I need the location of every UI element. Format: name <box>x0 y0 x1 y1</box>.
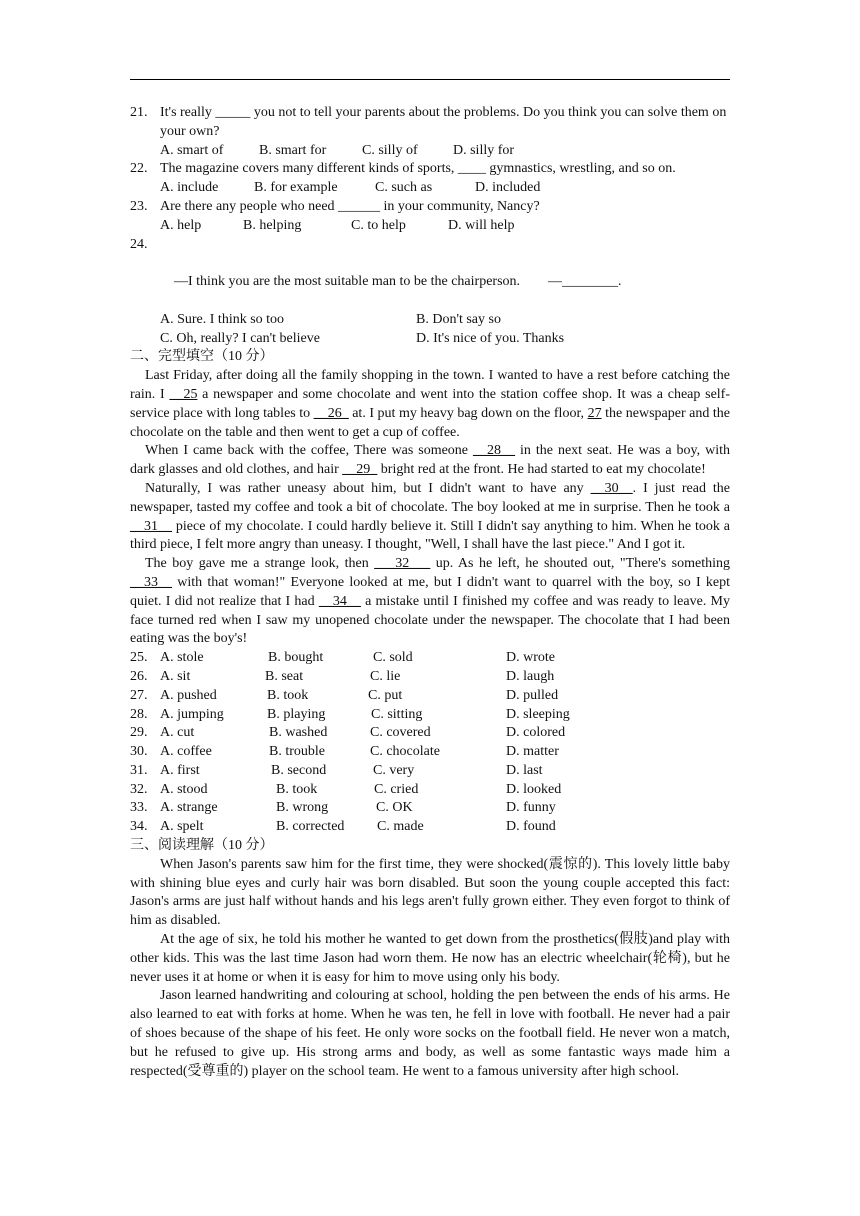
option-a: A. jumping <box>160 706 224 722</box>
question-number: 22. <box>130 161 148 177</box>
option-a: A. stole <box>160 650 204 666</box>
blank-27: 27 <box>587 405 602 421</box>
answer-row-25 <box>130 649 730 668</box>
option-b: B. bought <box>268 650 324 666</box>
question-22-options <box>130 179 730 198</box>
answer-number: 34. <box>130 819 148 835</box>
option-d: D. included <box>475 180 541 196</box>
option-a: A. smart of <box>160 142 224 158</box>
blank-25: __25 <box>169 386 198 402</box>
option-a: A. coffee <box>160 744 212 760</box>
question-text: —I think you are the most suitable man to be the chairperson. —________. <box>174 274 622 290</box>
answer-row-30 <box>130 743 730 762</box>
option-a: A. Sure. I think so too <box>160 311 285 327</box>
blank-30: __30__ <box>590 480 633 496</box>
blank-33: __33__ <box>130 574 172 590</box>
option-d: D. found <box>506 819 556 835</box>
question-text: Are there any people who need ______ in your community, Nancy? <box>160 198 540 214</box>
answer-row-28 <box>130 706 730 725</box>
option-d: D. last <box>506 762 543 778</box>
cloze-answer-list <box>130 649 730 837</box>
answer-number: 32. <box>130 781 148 797</box>
option-c: C. silly of <box>362 142 418 158</box>
answer-number: 26. <box>130 668 148 684</box>
text: a newspaper and some chocolate and went into the station coffee shop. It was a cheap self-service place with long tables to <box>130 386 730 421</box>
blank-29: __29_ <box>342 462 378 478</box>
answer-row-32 <box>130 781 730 800</box>
option-b: B. took <box>267 687 309 703</box>
answer-row-31 <box>130 762 730 781</box>
question-text: The magazine covers many different kinds of sports, ____ gymnastics, wrestling, and so on. <box>160 161 676 177</box>
option-a: A. first <box>160 762 200 778</box>
question-number: 24. <box>130 236 148 252</box>
blank-28: __28__ <box>473 443 516 459</box>
answer-number: 27. <box>130 687 148 703</box>
option-c: C. covered <box>370 725 431 741</box>
reading-paragraph-3: Jason learned handwriting and colouring at school, holding the pen between the ends of his arms. He also learned to eat with forks at home. When he was ten, he fell in love with football. He never had a pair of shoes because of the shape of his feet. He only wore socks on the football field. He never won a match, but he refused to give up. His strong arms and body, as well as some fantastic ways made him a respected(受尊重的) player on the school team. He went to a famous university after high school. <box>130 988 730 1079</box>
option-b: B. helping <box>243 217 302 233</box>
option-c: C. chocolate <box>370 744 440 760</box>
option-c: C. made <box>377 819 424 835</box>
option-d: D. funny <box>506 800 556 816</box>
reading-paragraph-1: When Jason's parents saw him for the first time, they were shocked(震惊的). This lovely little baby with shining blue eyes and curly hair was born disabled. But soon the young couple accepted this fact: Jason's arms are just half without hands and his legs aren't fully grown either. They even forgot to think of him as disabled. <box>130 856 730 929</box>
text: a mistake until I finished my coffee and was ready to leave. My face turned red when I saw my unopened chocolate under the newspaper. The chocolate that I had been eating was the boy's! <box>130 593 730 647</box>
option-a: A. include <box>160 180 219 196</box>
option-b: B. seat <box>265 668 304 684</box>
option-c: C. cried <box>374 781 419 797</box>
cloze-paragraph-4 <box>130 555 730 649</box>
answer-row-27 <box>130 687 730 706</box>
option-a: A. pushed <box>160 687 217 703</box>
section-3-title: 三、阅读理解（10 分） <box>130 838 274 854</box>
text: When I came back with the coffee, There was someone <box>145 443 474 459</box>
blank-31: __31__ <box>130 518 172 534</box>
answer-number: 28. <box>130 706 148 722</box>
question-24 <box>130 236 730 311</box>
option-c: C. sold <box>373 650 413 666</box>
answer-number: 30. <box>130 744 148 760</box>
question-23-options <box>130 217 730 236</box>
option-a: A. strange <box>160 800 218 816</box>
option-b: B. smart for <box>259 142 327 158</box>
question-22 <box>130 160 730 179</box>
option-d: D. matter <box>506 744 559 760</box>
exam-page <box>130 104 730 1081</box>
cloze-paragraph-2 <box>130 442 730 480</box>
answer-number: 29. <box>130 725 148 741</box>
option-d: D. pulled <box>506 687 559 703</box>
cloze-paragraph-3 <box>130 480 730 555</box>
text: Naturally, I was rather uneasy about him, but I didn't want to have any <box>145 480 591 496</box>
option-b: B. second <box>271 762 327 778</box>
option-b: B. Don't say so <box>416 311 501 327</box>
text: in the next seat. He was a boy, with dark glasses and old clothes, and hair <box>130 443 731 478</box>
option-d: D. It's nice of you. Thanks <box>416 330 565 346</box>
option-c: C. Oh, really? I can't believe <box>160 330 320 346</box>
cloze-paragraph-1 <box>130 367 730 442</box>
option-d: D. sleeping <box>506 706 570 722</box>
answer-number: 25. <box>130 650 148 666</box>
answer-row-33 <box>130 799 730 818</box>
option-c: C. OK <box>376 800 413 816</box>
text: with that woman!" Everyone looked at me, but I didn't want to quarrel with the boy, so I kept quiet. I did not realize that I had <box>130 574 730 609</box>
reading-paragraph-2: At the age of six, he told his mother he wanted to get down from the prosthetics(假肢)and play with other kids. This was the last time Jason had worn them. He now has an electric wheelchair(轮椅), but he never uses it at home or when it is easy for him to move using only his body. <box>130 932 730 985</box>
option-a: A. sit <box>160 668 191 684</box>
blank-32: ___32___ <box>374 556 431 572</box>
text: at. I put my heavy bag down on the floor, <box>348 405 588 421</box>
option-d: D. wrote <box>506 650 555 666</box>
option-b: B. for example <box>254 180 338 196</box>
option-d: D. silly for <box>453 142 515 158</box>
answer-row-29 <box>130 724 730 743</box>
option-b: B. corrected <box>276 819 345 835</box>
option-a: A. cut <box>160 725 195 741</box>
option-c: C. put <box>368 687 403 703</box>
question-text: It's really _____ you not to tell your parents about the problems. Do you think you can solve them on your own? <box>160 105 727 139</box>
option-d: D. will help <box>448 217 515 233</box>
text: bright red at the front. He had started to eat my chocolate! <box>377 462 706 478</box>
text: The boy gave me a strange look, then <box>145 556 375 572</box>
option-c: C. very <box>373 762 415 778</box>
text: piece of my chocolate. I could hardly believe it. Still I didn't say anything to him. When he took a third piece, I felt more angry than uneasy. I thought, "Well, I shall have the last piece." And I got it. <box>130 518 730 553</box>
text: up. As he left, he shouted out, "There's something <box>430 556 731 572</box>
option-b: B. trouble <box>269 744 325 760</box>
answer-number: 33. <box>130 800 148 816</box>
option-c: C. lie <box>370 668 401 684</box>
question-number: 21. <box>130 105 148 120</box>
answer-number: 31. <box>130 762 148 778</box>
text: Last Friday, after doing all the family shopping in the town. I wanted to have a rest before catching the rain. I <box>130 368 730 402</box>
option-d: D. colored <box>506 725 566 741</box>
option-c: C. such as <box>375 180 433 196</box>
question-21 <box>130 104 730 142</box>
option-b: B. wrong <box>276 800 329 816</box>
text: the newspaper and the chocolate on the table and then went to get a cup of coffee. <box>130 405 730 440</box>
option-b: B. washed <box>269 725 328 741</box>
question-21-options <box>130 142 730 161</box>
option-a: A. stood <box>160 781 208 797</box>
option-c: C. sitting <box>371 706 423 722</box>
section-2-title: 二、完型填空（10 分） <box>130 349 274 365</box>
text: . I just read the newspaper, tasted my coffee and took a bit of chocolate. The boy looked at me in surprise. Then he took a <box>130 480 730 515</box>
question-23 <box>130 198 730 217</box>
answer-row-26 <box>130 668 730 687</box>
question-24-options-row2 <box>130 330 730 349</box>
question-number: 23. <box>130 198 148 214</box>
blank-26: __26_ <box>313 405 349 421</box>
option-a: A. spelt <box>160 819 204 835</box>
header-rule <box>130 79 730 80</box>
option-b: B. playing <box>267 706 326 722</box>
question-24-options-row1 <box>130 311 730 330</box>
option-d: D. looked <box>506 781 562 797</box>
option-d: D. laugh <box>506 668 555 684</box>
blank-34: __34__ <box>318 593 361 609</box>
option-a: A. help <box>160 217 202 233</box>
answer-row-34 <box>130 818 730 837</box>
option-b: B. took <box>276 781 318 797</box>
option-c: C. to help <box>351 217 406 233</box>
